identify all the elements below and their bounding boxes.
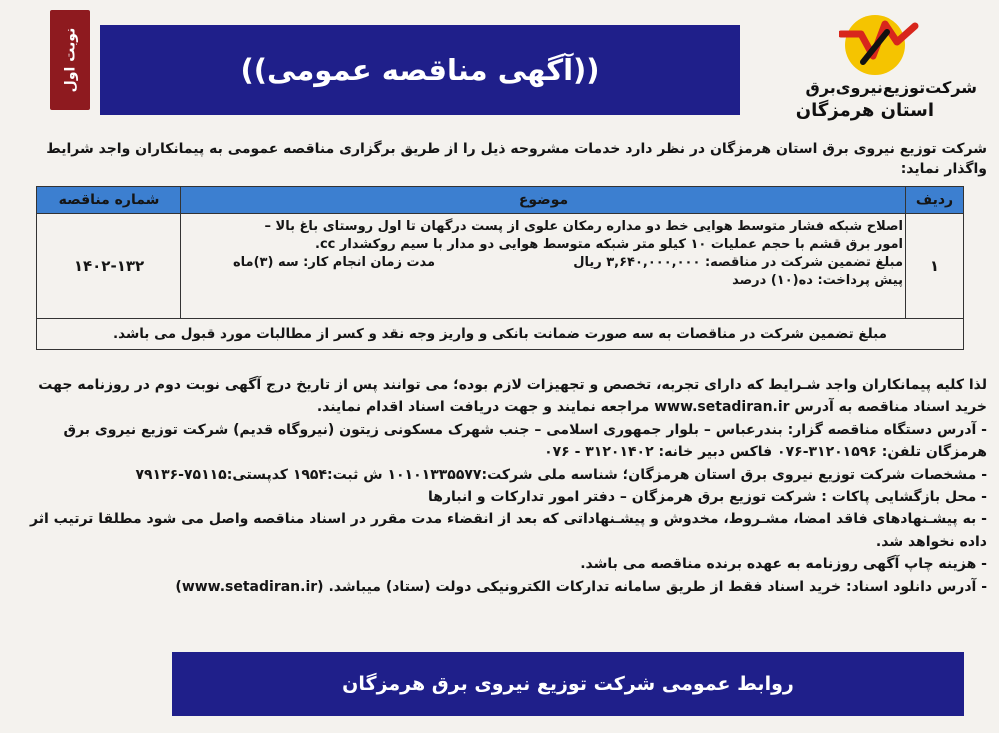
page-title: ((آگهی مناقصه عمومی))	[240, 53, 600, 87]
address-paragraph: - آدرس دستگاه مناقصه گزار: بندرعباس – بلوار جمهوری اسلامی – جنب شهرک مسکونی زیتون (نیروگاه قدیم) شرکت توزیع نیروی برق هرمزگان تلفن: ۳۱۲۰۱۵۹۶-۰۷۶ فاکس دبیر خانه: ۳۱۲۰۱۴۰۲ - ۰۷۶	[63, 421, 987, 461]
work-duration: مدت زمان انجام کار: سه (۳)ماه	[233, 255, 436, 270]
guarantee-amount: مبلغ تضمین شرکت در مناقصه: ۳,۶۴۰,۰۰۰,۰۰۰ ریال	[573, 255, 903, 270]
tender-table	[36, 186, 964, 350]
download-address-paragraph: - آدرس دانلود اسناد: خرید اسناد فقط از طریق سامانه تدارکات الکترونیکی دولت (ستاد) میباشد. (www.setadiran.ir)	[175, 578, 987, 595]
logo-company-name: شرکت‌توزیع‌نیروی‌برق	[805, 78, 977, 97]
eligibility-paragraph: لذا کلیه پیمانکاران واجد شـرایط که دارای تجربه، تخصص و تجهیزات لازم بوده؛ می توانند پس از تاریخ درج آگهی نوبت دوم در روزنامه جهت خرید اسناد مناقصه به آدرس www.setadiran.ir مراجعه نمایند و جهت دریافت اسناد اقدام نمایند.	[38, 377, 987, 416]
logo-province-name: استان هرمزگان	[795, 100, 934, 121]
subject-description: اصلاح شبکه فشار متوسط هوایی خط دو مداره رمکان علوی از پست درگهان تا اول روستای باغ بالا – امور برق قشم با حجم عملیات ۱۰ کیلو متر شبکه متوسط هوایی دو مدار با سیم روکشدار cc.	[264, 219, 903, 252]
edition-badge	[50, 10, 90, 110]
row-index-value: ۱	[929, 256, 940, 275]
intro-text: شرکت توزیع نیروی برق استان هرمزگان در نظر دارد خدمات مشروحه ذیل را از طریق برگزاری مناقصه عمومی به پیمانکاران واجد شرایط واگذار نماید:	[46, 141, 987, 177]
edition-badge-text: نوبت اول	[61, 27, 78, 93]
tender-number-value: ۱۴۰۲-۱۳۲	[73, 256, 145, 275]
footer-text: روابط عمومی شرکت توزیع نیروی برق هرمزگان	[342, 673, 794, 695]
prepayment: پیش پرداخت: ده(۱۰) درصد	[732, 273, 903, 288]
header-subject: موضوع	[518, 192, 569, 208]
company-details-paragraph: - مشخصات شرکت توزیع نیروی برق استان هرمزگان؛ شناسه ملی شرکت:۱۰۱۰۱۳۳۵۵۷۷ ش ثبت:۱۹۵۴ کدپستی:۷۵۱۱۵-۷۹۱۳۶	[135, 466, 987, 483]
header-row-index: ردیف	[915, 192, 954, 208]
opening-location-paragraph: - محل بازگشایی پاکات : شرکت توزیع برق هرمزگان – دفتر امور تدارکات و انبارها	[428, 489, 987, 506]
title-banner	[100, 25, 740, 115]
company-logo	[769, 10, 989, 125]
table-footer-note: مبلغ تضمین شرکت در مناقصات به سه صورت ضمانت بانکی و واریز وجه نقد و کسر از مطالبات مورد قبول می باشد.	[113, 325, 887, 342]
row-subject	[233, 218, 903, 290]
guarantee-duration-line	[233, 254, 903, 272]
header-tender-number: شماره مناقصه	[58, 192, 160, 208]
lightning-logo-icon	[839, 12, 919, 78]
invalid-offers-paragraph: - به پیشـنهادهای فاقد امضا، مشـروط، مخدوش و پیشـنهاداتی که بعد از انقضاء مدت مقرر در اسناد مناقصه واصل می شود مطلقا ترتیب اثر داده نخواهد شد.	[30, 511, 987, 550]
footer-banner	[172, 652, 964, 716]
conditions-section	[12, 374, 987, 598]
ad-cost-paragraph: - هزینه چاپ آگهی روزنامه به عهده برنده مناقصه می باشد.	[580, 556, 987, 573]
